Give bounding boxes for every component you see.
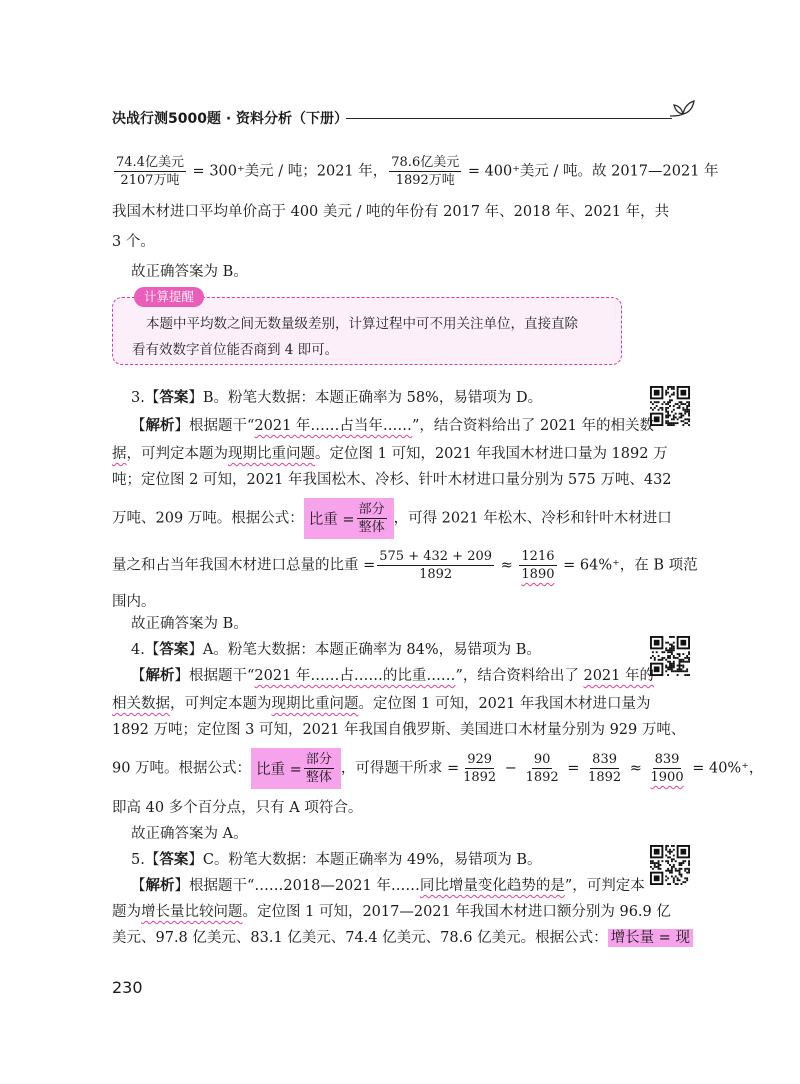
formula-highlight: 比重 = $\frac{\text{部分}}{\text{整体}}$ xyxy=(251,748,341,789)
q4-analysis-line1: 【解析】根据题干“2021 年……占……的比重……”，结合资料给出了 2021 年的 xyxy=(131,667,654,684)
q3-answer: 故正确答案为 B。 xyxy=(131,616,248,632)
q4-analysis-line5: 即高 40 多个百分点，只有 A 项符合。 xyxy=(112,800,363,816)
q4-analysis-line3: 1892 万吨；定位图 3 可知，2021 年我国自俄罗斯、美国进口木材量分别为 929 万吨、 xyxy=(112,722,686,738)
q5-answer-line: 5.【答案】C。粉笔大数据：本题正确率为 49%，易错项为 B。 xyxy=(131,851,542,868)
qr-code-q4[interactable] xyxy=(650,636,690,676)
q3-analysis-line3: 吨；定位图 2 可知，2021 年我国松木、冷杉、针叶木材进口量分别为 575 万吨、432 xyxy=(112,472,672,488)
formula-highlight: 比重 = $\frac{\text{部分}}{\text{整体}}$ xyxy=(304,498,394,539)
para1-line2: 我国木材进口平均单价高于 400 美元 / 吨的年份有 2017 年、2018 年、2021 年，共 xyxy=(112,204,670,220)
q4-analysis-line2: 相关数据，可判定本题为现期比重问题。定位图 1 可知，2021 年我国木材进口量为 xyxy=(112,696,651,712)
q4-analysis-line4: 90 万吨。根据公式： 比重 = $\frac{\text{部分}}{\text{整体}}$ ，可得题干所求 = $\frac{929}{1892}$ − $\frac{90}{1892}$ = $\frac{839}{1892}$ ≈ $\frac{839}{1900}$ = 40%⁺， xyxy=(112,748,763,789)
q3-analysis-line5: 量之和占当年我国木材进口总量的比重 = $\frac{575 + 432 + 209}{1892}$ ≈ $\frac{1216}{1890}$ = 64%⁺，在 B 项范 xyxy=(112,549,698,582)
q4-answer-line: 4.【答案】A。粉笔大数据：本题正确率为 84%，易错项为 B。 xyxy=(131,641,541,658)
sprout-icon xyxy=(668,92,698,122)
qr-code-q3[interactable] xyxy=(650,386,690,426)
running-header: 决战行测5000题 · 资料分析（下册） xyxy=(112,111,349,127)
q5-analysis-line1: 【解析】根据题干“……2018—2021 年……同比增量变化趋势的是”，可判定本 xyxy=(131,877,645,894)
qr-code-q5[interactable] xyxy=(650,845,690,885)
para1-line3: 3 个。 xyxy=(112,234,155,250)
page-number: 230 xyxy=(112,978,143,997)
q5-analysis-line2: 题为增长量比较问题。定位图 1 可知，2017—2021 年我国木材进口额分别为 96.9 亿 xyxy=(112,904,671,920)
q4-answer: 故正确答案为 A。 xyxy=(131,826,248,842)
header-rule xyxy=(346,118,672,119)
tip-line2: 看有效数字首位能否商到 4 即可。 xyxy=(132,342,339,358)
para1-line1: $\frac{\text{74.4亿美元}}{\text{2107万吨}}$ = 300⁺美元 / 吨；2021 年， $\frac{\text{78.6亿美元}}{\text{1892万吨}}$ = 400⁺美元 / 吨。故 2017—2021 年 xyxy=(116,155,719,188)
q3-answer-line: 3.【答案】B。粉笔大数据：本题正确率为 58%，易错项为 D。 xyxy=(131,389,543,406)
q5-analysis-line3: 美元、97.8 亿美元、83.1 亿美元、74.4 亿美元、78.6 亿美元。根据公式： 增长量 = 现 xyxy=(112,926,693,947)
formula-highlight: 增长量 = 现 xyxy=(608,929,693,947)
q3-analysis-line6: 围内。 xyxy=(112,594,156,610)
q3-analysis-line2: 据，可判定本题为现期比重问题。定位图 1 可知，2021 年我国木材进口量为 1892 万 xyxy=(112,446,668,462)
tip-line1: 本题中平均数之间无数量级差别，计算过程中可不用关注单位，直接直除 xyxy=(146,316,578,332)
tip-label: 计算提醒 xyxy=(134,287,204,307)
fraction: $\frac{\text{74.4亿美元}}{\text{2107万吨}}$ xyxy=(116,155,184,188)
q3-analysis-line4: 万吨、209 万吨。根据公式： 比重 = $\frac{\text{部分}}{\text{整体}}$ ，可得 2021 年松木、冷杉和针叶木材进口 xyxy=(112,498,672,539)
q3-analysis-line1: 【解析】根据题干“2021 年……占当年……”，结合资料给出了 2021 年的相关数 xyxy=(131,417,654,434)
fraction: $\frac{\text{78.6亿美元}}{\text{1892万吨}}$ xyxy=(391,155,460,188)
para1-answer: 故正确答案为 B。 xyxy=(131,264,248,280)
